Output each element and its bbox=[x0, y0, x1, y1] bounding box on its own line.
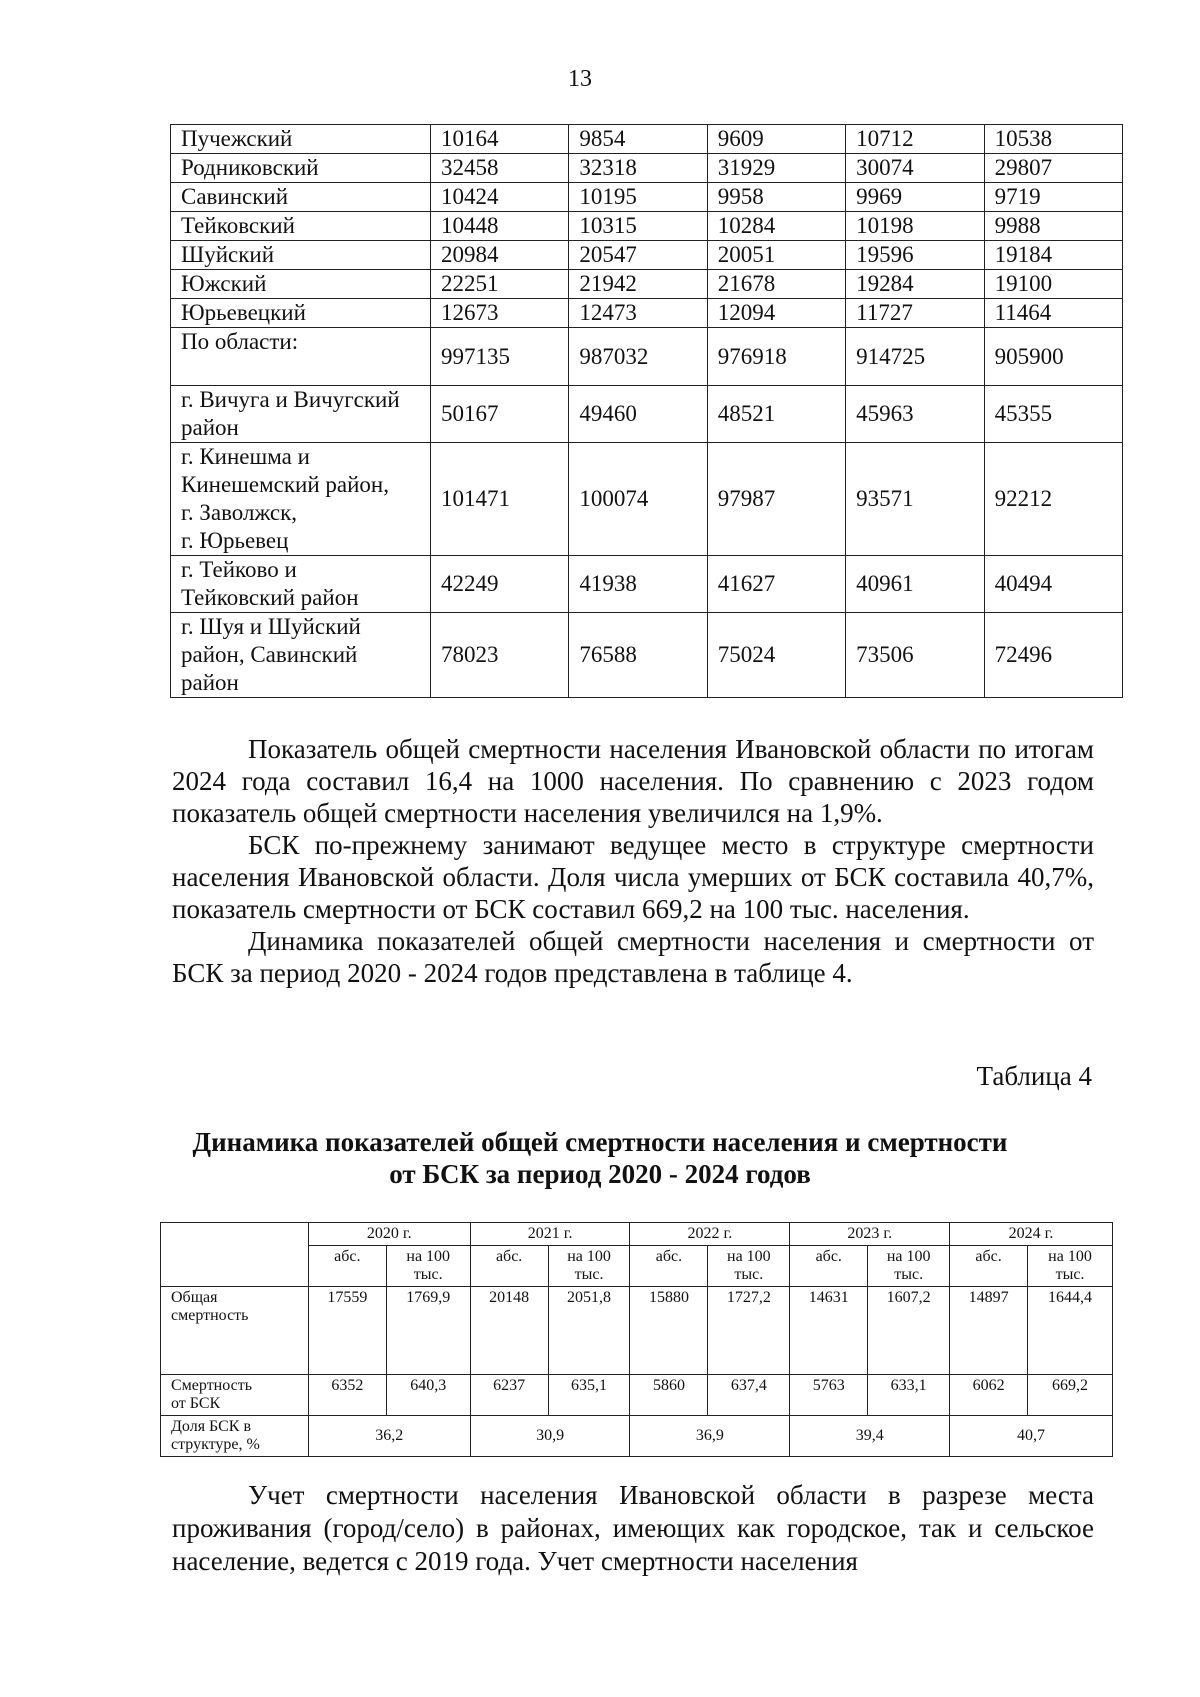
row-label-line: Смертность bbox=[171, 1377, 253, 1394]
table-title-line: Динамика показателей общей смертности населения и смертности bbox=[192, 1127, 1008, 1157]
row-label-line: смертность bbox=[171, 1307, 249, 1324]
group-name-line: г. Заволжск, bbox=[181, 500, 298, 525]
table-row bbox=[171, 183, 1123, 212]
value-cell: 11464 bbox=[984, 299, 1122, 328]
year-header: 2020 г. bbox=[308, 1223, 470, 1246]
year-header: 2022 г. bbox=[630, 1223, 790, 1246]
value-cell: 6352 bbox=[308, 1375, 386, 1416]
district-name: Пучежский bbox=[171, 125, 431, 154]
group-name bbox=[171, 443, 431, 556]
per100-header bbox=[386, 1246, 470, 1287]
value-cell: 1727,2 bbox=[708, 1287, 790, 1375]
group-name bbox=[171, 386, 431, 443]
value-cell: 19596 bbox=[846, 241, 984, 270]
value-cell: 10198 bbox=[846, 212, 984, 241]
table-row bbox=[171, 125, 1123, 154]
value-cell: 9609 bbox=[707, 125, 845, 154]
value-cell: 6237 bbox=[470, 1375, 548, 1416]
table-row-group bbox=[171, 556, 1123, 613]
value-cell: 10448 bbox=[431, 212, 569, 241]
per100-header bbox=[868, 1246, 950, 1287]
value-cell: 10164 bbox=[431, 125, 569, 154]
year-header: 2024 г. bbox=[950, 1223, 1113, 1246]
group-name-line: район, Савинский bbox=[181, 642, 358, 667]
value-cell: 17559 bbox=[308, 1287, 386, 1375]
share-cell: 36,9 bbox=[630, 1416, 790, 1457]
value-cell: 976918 bbox=[707, 328, 845, 386]
value-cell: 10712 bbox=[846, 125, 984, 154]
value-cell: 19100 bbox=[984, 270, 1122, 299]
per100-header bbox=[708, 1246, 790, 1287]
table-row-group bbox=[171, 613, 1123, 698]
value-cell: 10284 bbox=[707, 212, 845, 241]
value-cell: 9958 bbox=[707, 183, 845, 212]
value-cell: 633,1 bbox=[868, 1375, 950, 1416]
population-table bbox=[170, 124, 1123, 698]
row-label-line: от БСК bbox=[171, 1395, 221, 1412]
value-cell: 11727 bbox=[846, 299, 984, 328]
abs-header: абс. bbox=[950, 1246, 1028, 1287]
group-name-line: Кинешемский район, bbox=[181, 472, 389, 497]
value-cell: 97987 bbox=[707, 443, 845, 556]
per100-header bbox=[548, 1246, 630, 1287]
table-title-line: от БСК за период 2020 - 2024 годов bbox=[389, 1159, 811, 1189]
value-cell: 101471 bbox=[431, 443, 569, 556]
per100-line: на 100 bbox=[1048, 1248, 1092, 1265]
value-cell: 93571 bbox=[846, 443, 984, 556]
group-name bbox=[171, 613, 431, 698]
value-cell: 914725 bbox=[846, 328, 984, 386]
value-cell: 40494 bbox=[984, 556, 1122, 613]
value-cell: 32458 bbox=[431, 154, 569, 183]
district-name: Южский bbox=[171, 270, 431, 299]
table-row-region-total bbox=[171, 328, 1123, 386]
value-cell: 5763 bbox=[790, 1375, 868, 1416]
value-cell: 9719 bbox=[984, 183, 1122, 212]
row-label bbox=[161, 1416, 309, 1457]
value-cell: 78023 bbox=[431, 613, 569, 698]
value-cell: 20148 bbox=[470, 1287, 548, 1375]
value-cell: 50167 bbox=[431, 386, 569, 443]
value-cell: 41938 bbox=[569, 556, 707, 613]
value-cell: 9988 bbox=[984, 212, 1122, 241]
value-cell: 10424 bbox=[431, 183, 569, 212]
group-name-line: г. Шуя и Шуйский bbox=[181, 614, 361, 639]
value-cell: 14897 bbox=[950, 1287, 1028, 1375]
value-cell: 31929 bbox=[707, 154, 845, 183]
value-cell: 21942 bbox=[569, 270, 707, 299]
year-header: 2021 г. bbox=[470, 1223, 630, 1246]
value-cell: 29807 bbox=[984, 154, 1122, 183]
group-name-line: г. Юрьевец bbox=[181, 528, 289, 553]
corner-cell bbox=[161, 1223, 309, 1287]
mortality-table bbox=[160, 1222, 1113, 1457]
value-cell: 640,3 bbox=[386, 1375, 470, 1416]
value-cell: 5860 bbox=[630, 1375, 708, 1416]
abs-header: абс. bbox=[790, 1246, 868, 1287]
per100-line: на 100 bbox=[406, 1248, 451, 1265]
district-name: Родниковский bbox=[171, 154, 431, 183]
value-cell: 1644,4 bbox=[1028, 1287, 1113, 1375]
district-name: Шуйский bbox=[171, 241, 431, 270]
paragraph: Показатель общей смертности населения Ивановской области по итогам 2024 года составил 16,4 на 1000 населения. По сравнению с 2023 годом показатель общей смертности населения увеличился на 1,9%. bbox=[172, 734, 1094, 828]
value-cell: 905900 bbox=[984, 328, 1122, 386]
value-cell: 14631 bbox=[790, 1287, 868, 1375]
table-row-group bbox=[171, 386, 1123, 443]
table-row bbox=[171, 212, 1123, 241]
value-cell: 1607,2 bbox=[868, 1287, 950, 1375]
total-mortality-row bbox=[161, 1287, 1113, 1375]
value-cell: 987032 bbox=[569, 328, 707, 386]
value-cell: 669,2 bbox=[1028, 1375, 1113, 1416]
value-cell: 9854 bbox=[569, 125, 707, 154]
year-header: 2023 г. bbox=[790, 1223, 950, 1246]
per100-line: тыс. bbox=[734, 1266, 764, 1283]
table-title bbox=[0, 1126, 1200, 1190]
value-cell: 637,4 bbox=[708, 1375, 790, 1416]
share-cell: 40,7 bbox=[950, 1416, 1113, 1457]
value-cell: 15880 bbox=[630, 1287, 708, 1375]
value-cell: 45963 bbox=[846, 386, 984, 443]
group-name-line: район bbox=[181, 670, 239, 695]
paragraph: Динамика показателей общей смертности населения и смертности от БСК за период 2020 - 2024 годов представлена в таблице 4. bbox=[172, 926, 1094, 988]
year-header-row bbox=[161, 1223, 1113, 1246]
value-cell: 2051,8 bbox=[548, 1287, 630, 1375]
per100-line: тыс. bbox=[894, 1266, 924, 1283]
value-cell: 92212 bbox=[984, 443, 1122, 556]
value-cell: 635,1 bbox=[548, 1375, 630, 1416]
share-cell: 30,9 bbox=[470, 1416, 630, 1457]
row-label bbox=[161, 1287, 309, 1375]
per100-line: на 100 bbox=[727, 1248, 771, 1265]
per100-line: тыс. bbox=[574, 1266, 604, 1283]
bsk-mortality-row bbox=[161, 1375, 1113, 1416]
body-text bbox=[172, 733, 1094, 989]
row-label-line: Доля БСК в bbox=[171, 1418, 252, 1435]
per100-line: на 100 bbox=[886, 1248, 931, 1265]
table-row bbox=[171, 154, 1123, 183]
value-cell: 32318 bbox=[569, 154, 707, 183]
value-cell: 76588 bbox=[569, 613, 707, 698]
value-cell: 997135 bbox=[431, 328, 569, 386]
group-name-line: г. Кинешма и bbox=[181, 444, 310, 469]
value-cell: 12473 bbox=[569, 299, 707, 328]
value-cell: 12673 bbox=[431, 299, 569, 328]
paragraph: Учет смертности населения Ивановской области в разрезе места проживания (город/село) в районах, имеющих как городское, так и сельское население, ведется с 2019 года. Учет смертности населения bbox=[172, 1480, 1094, 1576]
table-row bbox=[171, 270, 1123, 299]
row-label bbox=[161, 1375, 309, 1416]
value-cell: 9969 bbox=[846, 183, 984, 212]
value-cell: 40961 bbox=[846, 556, 984, 613]
abs-header: абс. bbox=[308, 1246, 386, 1287]
district-name: Юрьевецкий bbox=[171, 299, 431, 328]
body-text-bottom bbox=[172, 1479, 1094, 1578]
group-name-line: Тейковский район bbox=[181, 585, 359, 610]
group-name-line: г. Вичуга и Вичугский bbox=[181, 387, 400, 412]
group-name bbox=[171, 556, 431, 613]
district-name: По области: bbox=[171, 328, 431, 386]
value-cell: 49460 bbox=[569, 386, 707, 443]
value-cell: 75024 bbox=[707, 613, 845, 698]
value-cell: 41627 bbox=[707, 556, 845, 613]
value-cell: 72496 bbox=[984, 613, 1122, 698]
value-cell: 10195 bbox=[569, 183, 707, 212]
per100-header bbox=[1028, 1246, 1113, 1287]
value-cell: 45355 bbox=[984, 386, 1122, 443]
per100-line: тыс. bbox=[413, 1266, 443, 1283]
value-cell: 30074 bbox=[846, 154, 984, 183]
value-cell: 10315 bbox=[569, 212, 707, 241]
value-cell: 20984 bbox=[431, 241, 569, 270]
district-name: Тейковский bbox=[171, 212, 431, 241]
table-label: Таблица 4 bbox=[976, 1061, 1092, 1091]
value-cell: 42249 bbox=[431, 556, 569, 613]
value-cell: 48521 bbox=[707, 386, 845, 443]
value-cell: 19184 bbox=[984, 241, 1122, 270]
per100-line: на 100 bbox=[567, 1248, 611, 1265]
group-name-line: г. Тейково и bbox=[181, 557, 297, 582]
district-name: Савинский bbox=[171, 183, 431, 212]
value-cell: 22251 bbox=[431, 270, 569, 299]
value-cell: 73506 bbox=[846, 613, 984, 698]
row-label-line: структуре, % bbox=[171, 1436, 260, 1453]
value-cell: 1769,9 bbox=[386, 1287, 470, 1375]
value-cell: 100074 bbox=[569, 443, 707, 556]
value-cell: 20547 bbox=[569, 241, 707, 270]
abs-header: абс. bbox=[630, 1246, 708, 1287]
value-cell: 10538 bbox=[984, 125, 1122, 154]
value-cell: 6062 bbox=[950, 1375, 1028, 1416]
value-cell: 20051 bbox=[707, 241, 845, 270]
value-cell: 12094 bbox=[707, 299, 845, 328]
group-name-line: район bbox=[181, 415, 239, 440]
share-cell: 36,2 bbox=[308, 1416, 470, 1457]
page-number: 13 bbox=[568, 66, 592, 92]
bsk-share-row bbox=[161, 1416, 1113, 1457]
value-cell: 19284 bbox=[846, 270, 984, 299]
share-cell: 39,4 bbox=[790, 1416, 950, 1457]
abs-header: абс. bbox=[470, 1246, 548, 1287]
table-row-group bbox=[171, 443, 1123, 556]
table-row bbox=[171, 241, 1123, 270]
per100-line: тыс. bbox=[1055, 1266, 1085, 1283]
table-row bbox=[171, 299, 1123, 328]
value-cell: 21678 bbox=[707, 270, 845, 299]
paragraph: БСК по-прежнему занимают ведущее место в структуре смертности населения Ивановской области. Доля числа умерших от БСК составила 40,7%, показатель смертности от БСК составил 669,2 на 100 тыс. населения. bbox=[172, 830, 1094, 924]
row-label-line: Общая bbox=[171, 1289, 218, 1306]
